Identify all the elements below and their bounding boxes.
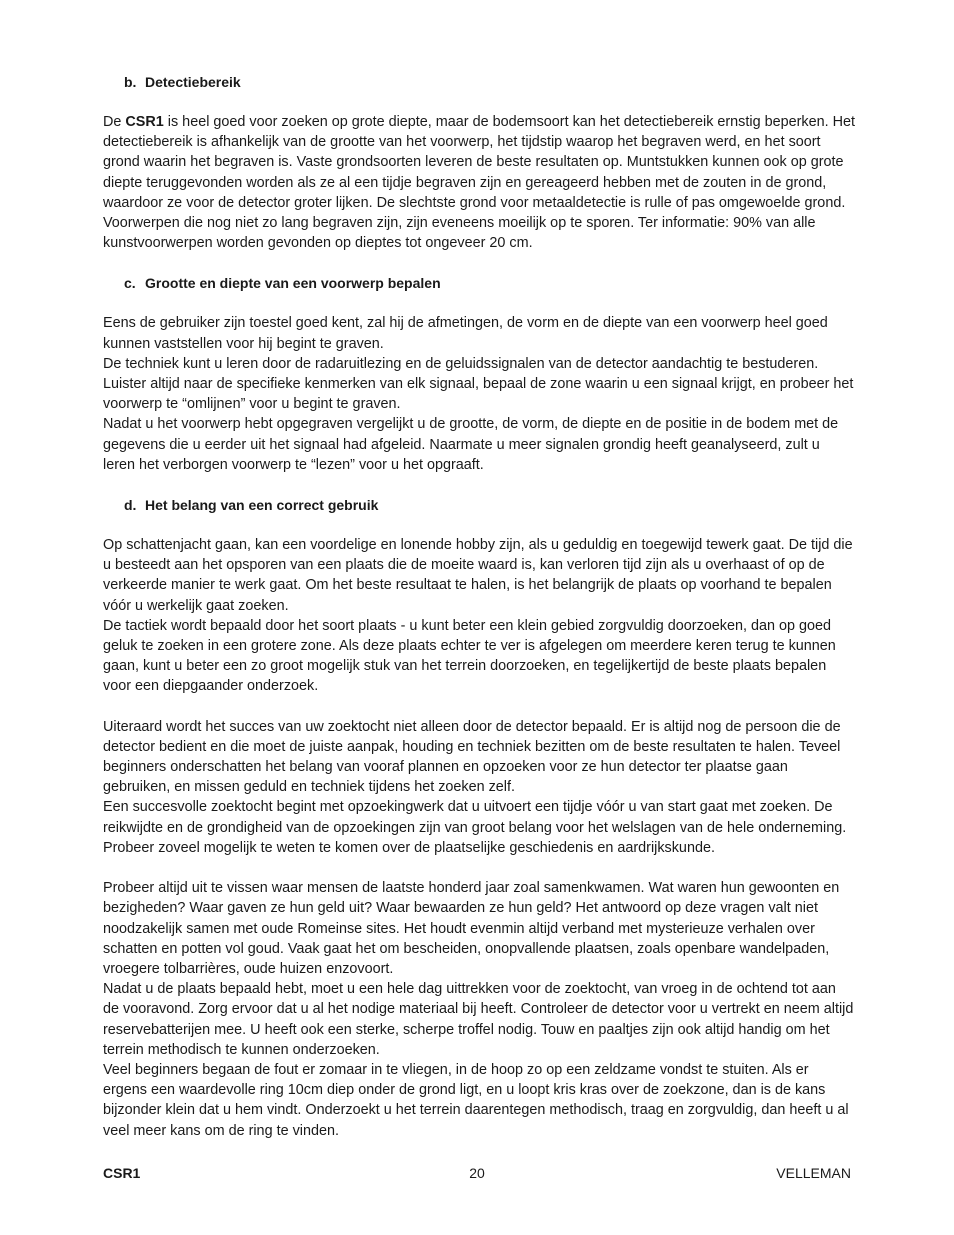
paragraph: De tactiek wordt bepaald door het soort plaats - u kunt beter een klein gebied zorgvuldig doorzoeken, dan op goed geluk te zoeken in een grotere zone. Als deze plaats echter te ver is afgelegen om meerdere keren terug te kunnen gaan, kunt u beter een zo groot mogelijk stuk van het terrein doorzoeken, en tegelijkertijd de beste plaats bepalen voor een diepgaander onderzoek. [103,617,836,695]
model-name: CSR1 [125,114,164,130]
paragraph: Een succesvolle zoektocht begint met opzoekingwerk dat u uitvoert een tijdje vóór u van start gaat met zoeken. De reikwijdte en de grondigheid van de opzoekingen zijn van groot belang voor het welslagen van de hele onderneming. Probeer zoveel mogelijk te weten te komen over de plaatselijke geschiedenis en aardrijkskunde. [103,799,847,856]
section-title: Het belang van een correct gebruik [145,497,379,514]
footer-page-number: 20 [469,1165,485,1181]
paragraph: Probeer altijd uit te vissen waar mensen de laatste honderd jaar zoal samenkwamen. Wat waren hun gewoonten en bezigheden? Waar gaven ze hun geld uit? Waar bewaarden ze hun geld? Het antwoord op deze vragen valt niet noodzakelijk samen met oude Romeinse sites. Het houdt evenmin altijd verband met mysterieuze verhalen over schatten en potten vol goud. Vaak gaat het om bescheiden, onopvallende plaatsen, zoals openbare wandelpaden, vroegere tolbarrières, oude huizen enzovoort. [103,880,840,977]
section-letter: d. [124,497,137,514]
paragraph: Op schattenjacht gaan, kan een voordelige en lonende hobby zijn, als u geduldig en toegewijd tewerk gaat. De tijd die u besteedt aan het opsporen van een plaats die de moeite waard is, kan verloren tijd zijn als u overhaast of op de verkeerde manier te werk gaat. Om het beste resultaat te halen, is het belangrijk de plaats op voorhand te bepalen vóór u werkelijk gaat zoeken. [103,537,853,614]
paragraph: De techniek kunt u leren door de radaruitlezing en de geluidssignalen van de detector aandachtig te bestuderen. Luister altijd naar de specifieke kenmerken van elk signaal, bepaal de zone waarin u een signaal krijgt, en probeer het voorwerp te “omlijnen” voor u begint te graven. [103,355,854,413]
section-heading-c [124,273,855,293]
paragraph: Nadat u het voorwerp hebt opgegraven vergelijkt u de grootte, de vorm, de diepte en de positie in de bodem met de gegevens die u eerder uit het signaal had afgeleid. Naarmate u meer signalen grondig heeft geanalyseerd, zult u leren het verborgen voorwerp te “lezen” voor u het opgraaft. [103,416,839,473]
section-letter: b. [124,74,137,90]
section-letter: c. [124,275,136,292]
footer-model: CSR1 [103,1165,141,1181]
paragraph: Eens de gebruiker zijn toestel goed kent, zal hij de afmetingen, de vorm en de diepte van een voorwerp heel goed kunnen vaststellen voor hij begint te graven. [103,315,828,352]
paragraph: Uiteraard wordt het succes van uw zoektocht niet alleen door de detector bepaald. Er is altijd nog de persoon die de detector bedient en die moet de juiste aanpak, houding en techniek bezitten om de beste resultaten te halen. Teveel beginners onderschatten het belang van vooraf plannen en opzoeken voor ze hun detector ter plaatse gaan gebruiken, en missen geduld en techniek tijdens het zoeken zelf. [103,718,841,796]
footer-brand: VELLEMAN [776,1165,851,1181]
page-footer [103,1163,851,1183]
paragraph: Veel beginners begaan de fout er zomaar in te vliegen, in de hoop zo op een zeldzame vondst te stuiten. Als er ergens een waardevolle ring 10cm diep onder de grond ligt, en u loopt kris kras over de zoekzone, dan is de kans bijzonder klein dat u hem vindt. Onderzoekt u het terrein daarentegen methodisch, traag en zorgvuldig, dan heeft u al veel meer kans om de ring te vinden. [103,1061,849,1139]
section-heading-b [124,72,855,92]
paragraph-detection-range [103,112,855,253]
section-title: Detectiebereik [145,74,241,90]
manual-page [103,72,855,1141]
paragraph: Nadat u de plaats bepaald hebt, moet u een hele dag uittrekken voor de zoektocht, van vroeg in de ochtend tot aan de vooravond. Zorg ervoor dat u al het nodige materiaal bij heeft. Controleer de detector voor u vertrekt en neem altijd reservebatterijen mee. U heeft ook een sterke, scherpe troffel nodig. Touw en paaltjes zijn ook altijd handig om het terrein methodisch te kunnen onderzoeken. [103,981,854,1058]
section-heading-d [124,495,855,515]
section-title: Grootte en diepte van een voorwerp bepalen [145,275,441,292]
paragraph-text: is heel goed voor zoeken op grote diepte, maar de bodemsoort kan het detectiebereik ernstig beperken. Het detectiebereik is afhankelijk van de grootte van het voorwerp, het tijdstip waarop het begraven werd, en het soort grond waarin het begraven is. Vaste grondsoorten leveren de beste resultaten op. Muntstukken kunnen ook op grote diepte teruggevonden worden als ze al een tijdje begraven zijn en gereageerd hebben met de zouten in de grond, waardoor ze voor de detector groter lijken. De slechtste grond voor metaaldetectie is rulle of pas omgewoelde grond. Voorwerpen die nog niet zo lang begraven zijn, zijn eveneens moeilijk op te sporen. Ter informatie: 90% van alle kunstvoorwerpen worden gevonden op dieptes tot ongeveer 20 cm. [103,114,855,252]
paragraph-text: De [103,114,126,130]
